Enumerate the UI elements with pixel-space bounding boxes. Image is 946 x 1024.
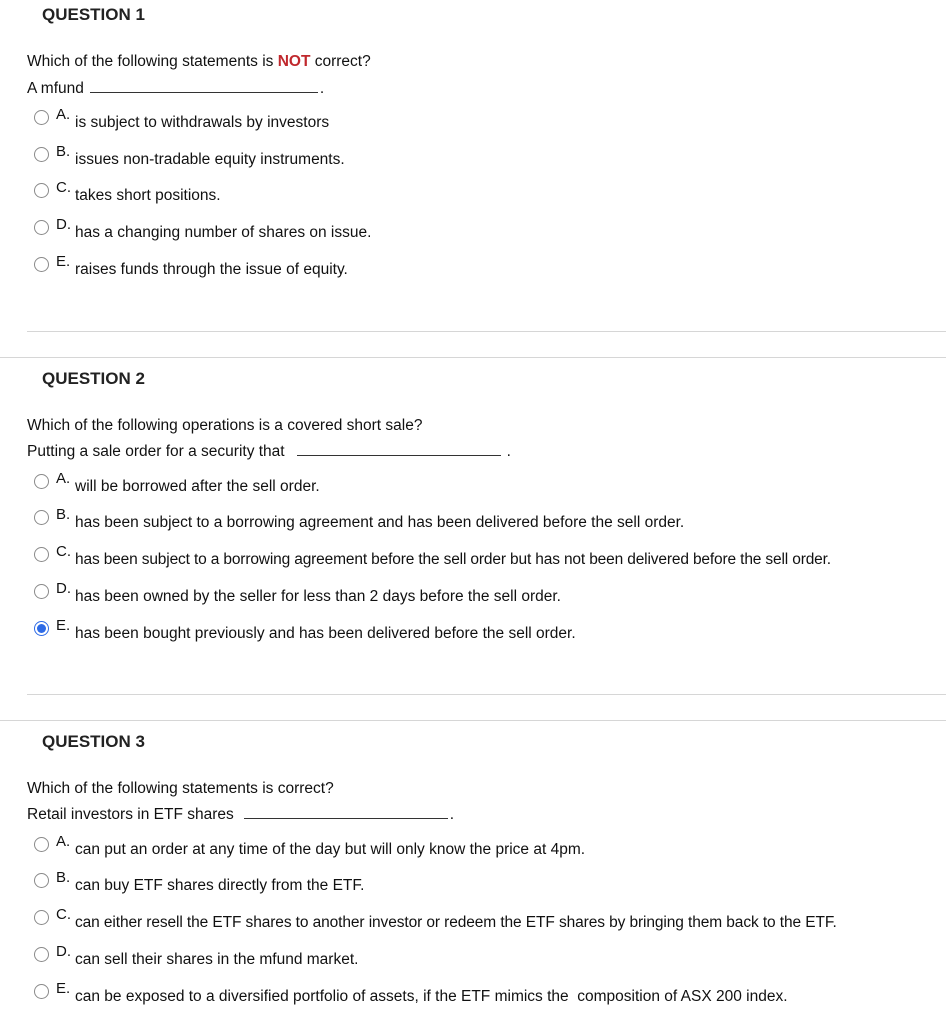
q3-option-c-radio[interactable]: [34, 910, 49, 925]
q2-option-c-text: has been subject to a borrowing agreement before the sell order but has not been delivered before the sell order.: [75, 551, 831, 568]
question-3-stem: [27, 805, 454, 824]
question-2-title: QUESTION 2: [42, 369, 145, 388]
q3-option-a-text: can put an order at any time of the day but will only know the price at 4pm.: [75, 841, 586, 858]
q3-option-c[interactable]: [34, 906, 940, 930]
q1-option-c-letter: C.: [56, 179, 71, 196]
q3-option-e[interactable]: [34, 980, 894, 1004]
q1-option-c-text: takes short positions.: [75, 187, 221, 204]
q1-option-a[interactable]: [34, 106, 434, 130]
question-3-blank: [244, 805, 448, 819]
q2-option-e-text: has been bought previously and has been delivered before the sell order.: [75, 625, 576, 642]
q2-option-c-radio[interactable]: [34, 547, 49, 562]
q1-option-c[interactable]: [34, 179, 434, 203]
q2-option-d-text: has been owned by the seller for less than 2 days before the sell order.: [75, 588, 561, 605]
q2-option-a-text: will be borrowed after the sell order.: [75, 478, 320, 495]
q2-option-e[interactable]: [34, 617, 734, 641]
q2-option-d-letter: D.: [56, 580, 71, 597]
question-2-stem: [27, 442, 511, 461]
question-2-prompt: Which of the following operations is a covered short sale?: [27, 417, 423, 434]
question-1-prompt-start: Which of the following statements is: [27, 53, 278, 70]
question-1-prompt-end: correct?: [310, 53, 371, 70]
q1-option-a-radio[interactable]: [34, 110, 49, 125]
q2-option-e-radio[interactable]: [34, 621, 49, 636]
q3-option-e-letter: E.: [56, 980, 71, 997]
q1-option-b-text: issues non-tradable equity instruments.: [75, 151, 345, 168]
q1-option-e-text: raises funds through the issue of equity.: [75, 261, 348, 278]
question-2-top-divider: [0, 357, 946, 358]
question-1-prompt: [27, 53, 371, 71]
question-1-stem-text: A mfund: [27, 80, 84, 97]
q2-option-e-letter: E.: [56, 617, 71, 634]
question-2-stem-text: Putting a sale order for a security that: [27, 443, 285, 460]
q3-option-b-letter: B.: [56, 869, 71, 886]
question-2-stem-end: .: [506, 443, 511, 460]
question-1-stem-end: .: [319, 80, 325, 97]
q1-option-b-radio[interactable]: [34, 147, 49, 162]
q2-option-d[interactable]: [34, 580, 734, 604]
q1-option-d[interactable]: [34, 216, 434, 240]
q1-option-e[interactable]: [34, 253, 434, 277]
q3-option-a-letter: A.: [56, 833, 71, 850]
question-2-divider: [27, 694, 946, 695]
q2-option-d-radio[interactable]: [34, 584, 49, 599]
question-3-top-divider: [0, 720, 946, 721]
q3-option-d-radio[interactable]: [34, 947, 49, 962]
q1-option-d-letter: D.: [56, 216, 71, 233]
question-1-stem: [27, 79, 324, 98]
question-1-prompt-emphasis: NOT: [277, 53, 311, 70]
q1-option-e-letter: E.: [56, 253, 71, 270]
q1-option-b-letter: B.: [56, 143, 71, 160]
q3-option-a-radio[interactable]: [34, 837, 49, 852]
q1-option-a-text: is subject to withdrawals by investors: [75, 114, 330, 131]
q2-option-b-radio[interactable]: [34, 510, 49, 525]
q3-option-b[interactable]: [34, 869, 534, 893]
q2-option-b[interactable]: [34, 506, 834, 530]
q3-option-d-letter: D.: [56, 943, 71, 960]
q3-option-b-text: can buy ETF shares directly from the ETF.: [75, 877, 365, 894]
q3-option-a[interactable]: [34, 833, 734, 857]
q2-option-c[interactable]: [34, 543, 940, 567]
q3-option-d-text: can sell their shares in the mfund market.: [75, 951, 359, 968]
q3-option-e-text: can be exposed to a diversified portfolio of assets, if the ETF mimics the composition of ASX 200 index.: [75, 988, 788, 1005]
q2-option-a-radio[interactable]: [34, 474, 49, 489]
question-3-title: QUESTION 3: [42, 732, 145, 751]
q3-option-d[interactable]: [34, 943, 534, 967]
q2-option-a-letter: A.: [56, 470, 71, 487]
q2-option-b-letter: B.: [56, 506, 71, 523]
question-1-blank: [90, 79, 318, 93]
q1-option-c-radio[interactable]: [34, 183, 49, 198]
question-1-divider: [27, 331, 946, 332]
question-3-prompt: Which of the following statements is correct?: [27, 780, 334, 797]
question-2-blank: [297, 442, 501, 456]
q1-option-e-radio[interactable]: [34, 257, 49, 272]
question-1-title: QUESTION 1: [42, 5, 145, 24]
q2-option-a[interactable]: [34, 470, 434, 494]
q1-option-a-letter: A.: [56, 106, 71, 123]
q2-option-b-text: has been subject to a borrowing agreement and has been delivered before the sell order.: [75, 514, 685, 531]
question-3-stem-text: Retail investors in ETF shares: [27, 806, 234, 823]
q1-option-d-text: has a changing number of shares on issue.: [75, 224, 372, 241]
q2-option-c-letter: C.: [56, 543, 71, 560]
q3-option-c-text: can either resell the ETF shares to another investor or redeem the ETF shares by bringing them back to the ETF.: [75, 914, 837, 931]
q1-option-b[interactable]: [34, 143, 434, 167]
question-3-stem-end: .: [449, 806, 455, 823]
q3-option-c-letter: C.: [56, 906, 71, 923]
q3-option-e-radio[interactable]: [34, 984, 49, 999]
q3-option-b-radio[interactable]: [34, 873, 49, 888]
q1-option-d-radio[interactable]: [34, 220, 49, 235]
